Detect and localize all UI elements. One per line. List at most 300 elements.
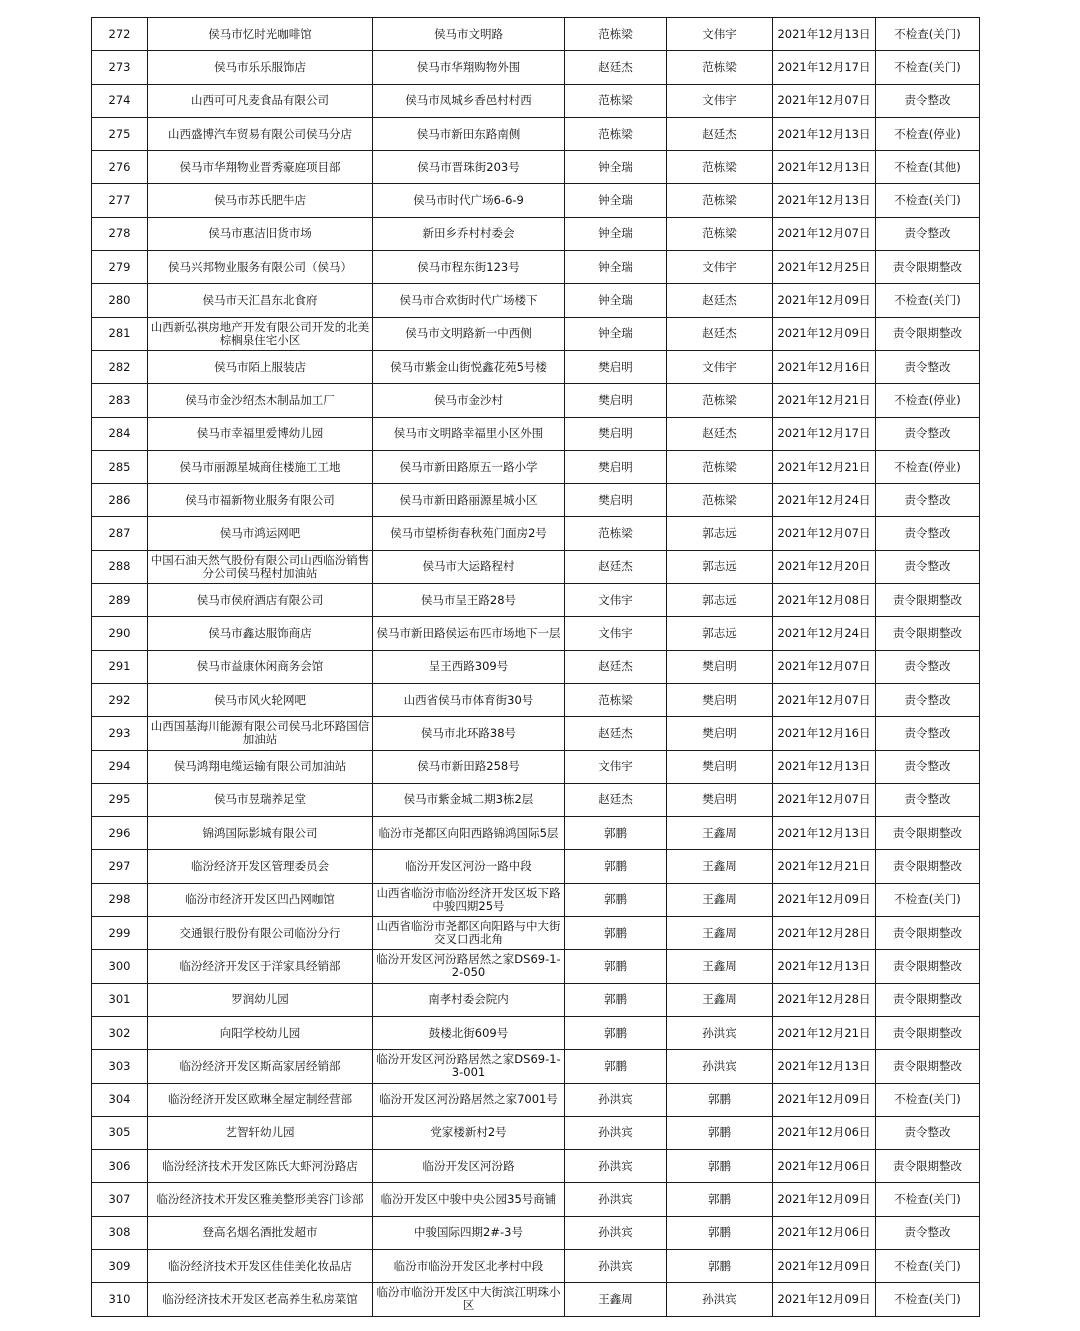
- row-number-cell: 306: [92, 1150, 148, 1183]
- unit-name-cell: 临汾经济开发区欧琳全屋定制经营部: [148, 1083, 373, 1116]
- row-number-cell: 303: [92, 1050, 148, 1083]
- row-number-cell: 276: [92, 151, 148, 184]
- inspector-1-cell: 郭鹏: [565, 1050, 667, 1083]
- inspector-1-cell: 樊启明: [565, 450, 667, 483]
- result-cell: 责令整改: [876, 750, 980, 783]
- inspector-1-cell: 赵廷杰: [565, 783, 667, 816]
- row-number-cell: 277: [92, 184, 148, 217]
- row-number-cell: 301: [92, 983, 148, 1016]
- address-cell: 侯马市程东街123号: [373, 251, 565, 284]
- row-number-cell: 284: [92, 417, 148, 450]
- inspection-date-cell: 2021年12月09日: [773, 1183, 876, 1216]
- inspector-2-cell: 王鑫周: [667, 917, 773, 950]
- row-number-cell: 282: [92, 350, 148, 383]
- table-row: [92, 1283, 980, 1316]
- result-cell: 责令限期整改: [876, 917, 980, 950]
- result-cell: 责令整改: [876, 484, 980, 517]
- inspector-1-cell: 文伟宇: [565, 584, 667, 617]
- inspector-2-cell: 郭志远: [667, 517, 773, 550]
- inspector-1-cell: 钟全瑞: [565, 251, 667, 284]
- row-number-cell: 286: [92, 484, 148, 517]
- result-cell: 责令整改: [876, 683, 980, 716]
- row-number-cell: 290: [92, 617, 148, 650]
- table-row: [92, 317, 980, 350]
- inspection-date-cell: 2021年12月13日: [773, 817, 876, 850]
- address-cell: 侯马市晋珠街203号: [373, 151, 565, 184]
- table-row: [92, 384, 980, 417]
- row-number-cell: 297: [92, 850, 148, 883]
- inspection-date-cell: 2021年12月16日: [773, 350, 876, 383]
- unit-name-cell: 临汾经济开发区于洋家具经销部: [148, 950, 373, 983]
- inspector-1-cell: 郭鹏: [565, 883, 667, 916]
- result-cell: 责令整改: [876, 717, 980, 750]
- inspection-date-cell: 2021年12月06日: [773, 1116, 876, 1149]
- inspector-1-cell: 赵廷杰: [565, 650, 667, 683]
- inspector-2-cell: 樊启明: [667, 650, 773, 683]
- row-number-cell: 278: [92, 217, 148, 250]
- inspection-date-cell: 2021年12月07日: [773, 217, 876, 250]
- inspection-date-cell: 2021年12月24日: [773, 484, 876, 517]
- result-cell: 不检查(关门): [876, 284, 980, 317]
- inspector-2-cell: 范栋梁: [667, 151, 773, 184]
- result-cell: 责令限期整改: [876, 817, 980, 850]
- result-cell: 不检查(其他): [876, 151, 980, 184]
- address-cell: 中骏国际四期2#-3号: [373, 1216, 565, 1249]
- result-cell: 不检查(停业): [876, 117, 980, 150]
- inspector-1-cell: 樊启明: [565, 384, 667, 417]
- address-cell: 临汾开发区河汾路: [373, 1150, 565, 1183]
- row-number-cell: 280: [92, 284, 148, 317]
- inspector-1-cell: 孙洪宾: [565, 1150, 667, 1183]
- row-number-cell: 273: [92, 51, 148, 84]
- inspector-1-cell: 文伟宇: [565, 617, 667, 650]
- result-cell: 责令限期整改: [876, 1050, 980, 1083]
- table-row: [92, 750, 980, 783]
- inspector-2-cell: 郭鹏: [667, 1150, 773, 1183]
- table-row: [92, 917, 980, 950]
- result-cell: 责令整改: [876, 1216, 980, 1249]
- unit-name-cell: 侯马鸿翔电缆运输有限公司加油站: [148, 750, 373, 783]
- unit-name-cell: 临汾经济开发区斯高家居经销部: [148, 1050, 373, 1083]
- address-cell: 侯马市呈王路28号: [373, 584, 565, 617]
- unit-name-cell: 侯马市金沙绍杰木制品加工厂: [148, 384, 373, 417]
- inspector-1-cell: 范栋梁: [565, 683, 667, 716]
- unit-name-cell: 临汾经济技术开发区陈氏大虾河汾路店: [148, 1150, 373, 1183]
- row-number-cell: 296: [92, 817, 148, 850]
- inspection-date-cell: 2021年12月13日: [773, 18, 876, 51]
- inspector-2-cell: 孙洪宾: [667, 1050, 773, 1083]
- inspector-2-cell: 赵廷杰: [667, 284, 773, 317]
- row-number-cell: 310: [92, 1283, 148, 1316]
- unit-name-cell: 侯马市惠洁旧货市场: [148, 217, 373, 250]
- table-row: [92, 650, 980, 683]
- result-cell: 责令整改: [876, 350, 980, 383]
- address-cell: 侯马市华翔购物外围: [373, 51, 565, 84]
- result-cell: 不检查(停业): [876, 384, 980, 417]
- inspection-date-cell: 2021年12月09日: [773, 1083, 876, 1116]
- result-cell: 责令整改: [876, 217, 980, 250]
- inspector-1-cell: 樊启明: [565, 417, 667, 450]
- result-cell: 责令限期整改: [876, 251, 980, 284]
- address-cell: 临汾开发区河汾路居然之家7001号: [373, 1083, 565, 1116]
- unit-name-cell: 侯马市乐乐服饰店: [148, 51, 373, 84]
- inspector-2-cell: 王鑫周: [667, 950, 773, 983]
- inspection-date-cell: 2021年12月13日: [773, 117, 876, 150]
- inspection-date-cell: 2021年12月28日: [773, 917, 876, 950]
- inspector-1-cell: 范栋梁: [565, 517, 667, 550]
- unit-name-cell: 侯马市丽源星城商住楼施工工地: [148, 450, 373, 483]
- row-number-cell: 293: [92, 717, 148, 750]
- address-cell: 侯马市新田路258号: [373, 750, 565, 783]
- inspector-2-cell: 文伟宇: [667, 350, 773, 383]
- address-cell: 侯马市合欢街时代广场楼下: [373, 284, 565, 317]
- table-row: [92, 1150, 980, 1183]
- result-cell: 责令整改: [876, 783, 980, 816]
- inspection-date-cell: 2021年12月09日: [773, 284, 876, 317]
- unit-name-cell: 侯马兴邦物业服务有限公司（侯马）: [148, 251, 373, 284]
- inspection-date-cell: 2021年12月09日: [773, 317, 876, 350]
- inspector-2-cell: 郭鹏: [667, 1183, 773, 1216]
- row-number-cell: 294: [92, 750, 148, 783]
- row-number-cell: 291: [92, 650, 148, 683]
- inspector-2-cell: 文伟宇: [667, 251, 773, 284]
- table-row: [92, 850, 980, 883]
- unit-name-cell: 临汾经济技术开发区老高养生私房菜馆: [148, 1283, 373, 1316]
- inspector-2-cell: 樊启明: [667, 783, 773, 816]
- row-number-cell: 288: [92, 550, 148, 583]
- result-cell: 责令限期整改: [876, 850, 980, 883]
- unit-name-cell: 侯马市忆时光咖啡馆: [148, 18, 373, 51]
- address-cell: 党家楼新村2号: [373, 1116, 565, 1149]
- inspector-1-cell: 孙洪宾: [565, 1183, 667, 1216]
- unit-name-cell: 侯马市益康休闲商务会馆: [148, 650, 373, 683]
- row-number-cell: 275: [92, 117, 148, 150]
- inspection-date-cell: 2021年12月07日: [773, 650, 876, 683]
- address-cell: 临汾市临汾开发区中大街滨江明珠小区: [373, 1283, 565, 1316]
- address-cell: 侯马市紫金城二期3栋2层: [373, 783, 565, 816]
- inspector-2-cell: 郭鹏: [667, 1249, 773, 1282]
- inspector-2-cell: 孙洪宾: [667, 1283, 773, 1316]
- table-row: [92, 350, 980, 383]
- row-number-cell: 285: [92, 450, 148, 483]
- row-number-cell: 295: [92, 783, 148, 816]
- inspector-1-cell: 赵廷杰: [565, 550, 667, 583]
- table-row: [92, 550, 980, 583]
- inspection-date-cell: 2021年12月13日: [773, 750, 876, 783]
- inspector-2-cell: 文伟宇: [667, 84, 773, 117]
- address-cell: 侯马市大运路程村: [373, 550, 565, 583]
- inspector-2-cell: 郭志远: [667, 584, 773, 617]
- inspection-date-cell: 2021年12月20日: [773, 550, 876, 583]
- address-cell: 山西省侯马市体育街30号: [373, 683, 565, 716]
- address-cell: 临汾开发区河汾一路中段: [373, 850, 565, 883]
- address-cell: 临汾开发区河汾路居然之家DS69-1-3-001: [373, 1050, 565, 1083]
- unit-name-cell: 侯马市福新物业服务有限公司: [148, 484, 373, 517]
- table-row: [92, 1249, 980, 1282]
- table-row: [92, 217, 980, 250]
- inspector-2-cell: 王鑫周: [667, 817, 773, 850]
- table-row: [92, 683, 980, 716]
- unit-name-cell: 侯马市昱瑞养足堂: [148, 783, 373, 816]
- inspector-1-cell: 孙洪宾: [565, 1116, 667, 1149]
- unit-name-cell: 中国石油天然气股份有限公司山西临汾销售分公司侯马程村加油站: [148, 550, 373, 583]
- table-row: [92, 584, 980, 617]
- table-row: [92, 817, 980, 850]
- inspection-date-cell: 2021年12月13日: [773, 184, 876, 217]
- inspector-2-cell: 郭志远: [667, 617, 773, 650]
- result-cell: 责令限期整改: [876, 1016, 980, 1049]
- unit-name-cell: 临汾经济开发区管理委员会: [148, 850, 373, 883]
- inspector-2-cell: 范栋梁: [667, 184, 773, 217]
- row-number-cell: 298: [92, 883, 148, 916]
- row-number-cell: 309: [92, 1249, 148, 1282]
- unit-name-cell: 山西盛博汽车贸易有限公司侯马分店: [148, 117, 373, 150]
- inspection-date-cell: 2021年12月21日: [773, 450, 876, 483]
- table-row: [92, 883, 980, 916]
- inspector-1-cell: 钟全瑞: [565, 184, 667, 217]
- row-number-cell: 299: [92, 917, 148, 950]
- address-cell: 临汾开发区中骏中央公园35号商铺: [373, 1183, 565, 1216]
- inspector-1-cell: 范栋梁: [565, 84, 667, 117]
- row-number-cell: 281: [92, 317, 148, 350]
- result-cell: 不检查(关门): [876, 51, 980, 84]
- row-number-cell: 307: [92, 1183, 148, 1216]
- inspector-2-cell: 郭鹏: [667, 1216, 773, 1249]
- table-row: [92, 251, 980, 284]
- inspector-1-cell: 钟全瑞: [565, 317, 667, 350]
- inspection-date-cell: 2021年12月06日: [773, 1216, 876, 1249]
- inspector-1-cell: 文伟宇: [565, 750, 667, 783]
- inspector-1-cell: 赵廷杰: [565, 717, 667, 750]
- inspector-2-cell: 范栋梁: [667, 450, 773, 483]
- inspector-2-cell: 樊启明: [667, 717, 773, 750]
- result-cell: 责令限期整改: [876, 950, 980, 983]
- inspector-2-cell: 范栋梁: [667, 217, 773, 250]
- inspection-table: [91, 17, 980, 1317]
- unit-name-cell: 登高名烟名酒批发超市: [148, 1216, 373, 1249]
- inspection-date-cell: 2021年12月09日: [773, 1249, 876, 1282]
- address-cell: 新田乡乔村村委会: [373, 217, 565, 250]
- result-cell: 责令限期整改: [876, 584, 980, 617]
- inspector-2-cell: 樊启明: [667, 683, 773, 716]
- row-number-cell: 289: [92, 584, 148, 617]
- inspection-date-cell: 2021年12月13日: [773, 1050, 876, 1083]
- inspector-2-cell: 范栋梁: [667, 484, 773, 517]
- result-cell: 责令整改: [876, 84, 980, 117]
- table-row: [92, 983, 980, 1016]
- inspection-table-body: [92, 18, 980, 1317]
- inspector-2-cell: 王鑫周: [667, 850, 773, 883]
- inspection-date-cell: 2021年12月06日: [773, 1150, 876, 1183]
- inspector-2-cell: 赵廷杰: [667, 417, 773, 450]
- inspector-1-cell: 钟全瑞: [565, 217, 667, 250]
- address-cell: 侯马市凤城乡香邑村村西: [373, 84, 565, 117]
- inspector-1-cell: 王鑫周: [565, 1283, 667, 1316]
- inspector-2-cell: 孙洪宾: [667, 1016, 773, 1049]
- inspection-date-cell: 2021年12月25日: [773, 251, 876, 284]
- inspector-1-cell: 樊启明: [565, 350, 667, 383]
- result-cell: 责令限期整改: [876, 983, 980, 1016]
- inspection-date-cell: 2021年12月08日: [773, 584, 876, 617]
- row-number-cell: 292: [92, 683, 148, 716]
- result-cell: 责令整改: [876, 1116, 980, 1149]
- row-number-cell: 287: [92, 517, 148, 550]
- inspection-date-cell: 2021年12月21日: [773, 850, 876, 883]
- address-cell: 侯马市文明路: [373, 18, 565, 51]
- inspection-date-cell: 2021年12月17日: [773, 417, 876, 450]
- table-row: [92, 1216, 980, 1249]
- table-row: [92, 1083, 980, 1116]
- inspector-1-cell: 范栋梁: [565, 18, 667, 51]
- inspection-date-cell: 2021年12月07日: [773, 683, 876, 716]
- table-row: [92, 1050, 980, 1083]
- result-cell: 责令限期整改: [876, 317, 980, 350]
- inspector-1-cell: 郭鹏: [565, 850, 667, 883]
- address-cell: 南孝村委会院内: [373, 983, 565, 1016]
- address-cell: 临汾开发区河汾路居然之家DS69-1-2-050: [373, 950, 565, 983]
- inspector-2-cell: 赵廷杰: [667, 117, 773, 150]
- table-row: [92, 717, 980, 750]
- inspector-1-cell: 钟全瑞: [565, 151, 667, 184]
- inspector-2-cell: 王鑫周: [667, 983, 773, 1016]
- row-number-cell: 302: [92, 1016, 148, 1049]
- table-row: [92, 151, 980, 184]
- table-row: [92, 617, 980, 650]
- unit-name-cell: 侯马市幸福里爱博幼儿园: [148, 417, 373, 450]
- inspector-2-cell: 郭鹏: [667, 1083, 773, 1116]
- inspector-2-cell: 文伟宇: [667, 18, 773, 51]
- address-cell: 侯马市望桥街春秋苑门面房2号: [373, 517, 565, 550]
- result-cell: 不检查(停业): [876, 450, 980, 483]
- address-cell: 临汾市临汾开发区北孝村中段: [373, 1249, 565, 1282]
- inspection-date-cell: 2021年12月09日: [773, 1283, 876, 1316]
- address-cell: 侯马市紫金山街悦鑫花苑5号楼: [373, 350, 565, 383]
- row-number-cell: 305: [92, 1116, 148, 1149]
- result-cell: 责令限期整改: [876, 617, 980, 650]
- result-cell: 不检查(关门): [876, 883, 980, 916]
- unit-name-cell: 侯马市苏氏肥牛店: [148, 184, 373, 217]
- inspector-2-cell: 郭志远: [667, 550, 773, 583]
- unit-name-cell: 侯马市天汇昌东北食府: [148, 284, 373, 317]
- inspector-1-cell: 郭鹏: [565, 1016, 667, 1049]
- row-number-cell: 300: [92, 950, 148, 983]
- row-number-cell: 304: [92, 1083, 148, 1116]
- inspector-1-cell: 郭鹏: [565, 917, 667, 950]
- result-cell: 不检查(关门): [876, 18, 980, 51]
- table-row: [92, 184, 980, 217]
- result-cell: 不检查(关门): [876, 1283, 980, 1316]
- inspector-1-cell: 范栋梁: [565, 117, 667, 150]
- address-cell: 侯马市新田路原五一路小学: [373, 450, 565, 483]
- result-cell: 责令整改: [876, 417, 980, 450]
- inspection-date-cell: 2021年12月28日: [773, 983, 876, 1016]
- unit-name-cell: 侯马市华翔物业晋秀豪庭项目部: [148, 151, 373, 184]
- table-row: [92, 18, 980, 51]
- inspector-2-cell: 王鑫周: [667, 883, 773, 916]
- unit-name-cell: 向阳学校幼儿园: [148, 1016, 373, 1049]
- address-cell: 侯马市北环路38号: [373, 717, 565, 750]
- address-cell: 山西省临汾市临汾经济开发区坂下路中骏四期25号: [373, 883, 565, 916]
- address-cell: 山西省临汾市尧都区向阳路与中大街交叉口西北角: [373, 917, 565, 950]
- inspector-2-cell: 赵廷杰: [667, 317, 773, 350]
- inspection-date-cell: 2021年12月09日: [773, 883, 876, 916]
- unit-name-cell: 罗润幼儿园: [148, 983, 373, 1016]
- inspection-date-cell: 2021年12月21日: [773, 384, 876, 417]
- unit-name-cell: 侯马市陌上服装店: [148, 350, 373, 383]
- unit-name-cell: 侯马市风火轮网吧: [148, 683, 373, 716]
- unit-name-cell: 山西可可凡麦食品有限公司: [148, 84, 373, 117]
- row-number-cell: 274: [92, 84, 148, 117]
- unit-name-cell: 临汾经济技术开发区佳佳美化妆品店: [148, 1249, 373, 1282]
- inspector-1-cell: 郭鹏: [565, 983, 667, 1016]
- result-cell: 不检查(关门): [876, 184, 980, 217]
- address-cell: 临汾市尧都区向阳西路锦鸿国际5层: [373, 817, 565, 850]
- row-number-cell: 308: [92, 1216, 148, 1249]
- inspection-date-cell: 2021年12月16日: [773, 717, 876, 750]
- inspector-2-cell: 范栋梁: [667, 384, 773, 417]
- inspector-2-cell: 樊启明: [667, 750, 773, 783]
- inspector-1-cell: 孙洪宾: [565, 1216, 667, 1249]
- inspector-1-cell: 郭鹏: [565, 950, 667, 983]
- unit-name-cell: 交通银行股份有限公司临汾分行: [148, 917, 373, 950]
- unit-name-cell: 侯马市鸿运网吧: [148, 517, 373, 550]
- unit-name-cell: 侯马市鑫达服饰商店: [148, 617, 373, 650]
- table-row: [92, 51, 980, 84]
- unit-name-cell: 山西国基海川能源有限公司侯马北环路国信加油站: [148, 717, 373, 750]
- table-row: [92, 1183, 980, 1216]
- inspector-1-cell: 钟全瑞: [565, 284, 667, 317]
- result-cell: 责令整改: [876, 650, 980, 683]
- inspector-1-cell: 孙洪宾: [565, 1083, 667, 1116]
- unit-name-cell: 山西新弘祺房地产开发有限公司开发的北美棕榈泉住宅小区: [148, 317, 373, 350]
- result-cell: 责令整改: [876, 517, 980, 550]
- address-cell: 呈王西路309号: [373, 650, 565, 683]
- table-row: [92, 450, 980, 483]
- result-cell: 责令限期整改: [876, 1150, 980, 1183]
- address-cell: 侯马市文明路幸福里小区外围: [373, 417, 565, 450]
- inspector-1-cell: 赵廷杰: [565, 51, 667, 84]
- table-row: [92, 117, 980, 150]
- address-cell: 鼓楼北街609号: [373, 1016, 565, 1049]
- table-row: [92, 1016, 980, 1049]
- inspection-date-cell: 2021年12月07日: [773, 84, 876, 117]
- unit-name-cell: 临汾经济技术开发区雅美整形美容门诊部: [148, 1183, 373, 1216]
- inspector-2-cell: 郭鹏: [667, 1116, 773, 1149]
- inspection-date-cell: 2021年12月21日: [773, 1016, 876, 1049]
- table-row: [92, 783, 980, 816]
- inspection-date-cell: 2021年12月17日: [773, 51, 876, 84]
- table-row: [92, 284, 980, 317]
- address-cell: 侯马市新田路丽源星城小区: [373, 484, 565, 517]
- inspector-2-cell: 范栋梁: [667, 51, 773, 84]
- address-cell: 侯马市文明路新一中西侧: [373, 317, 565, 350]
- result-cell: 不检查(关门): [876, 1083, 980, 1116]
- unit-name-cell: 侯马市侯府酒店有限公司: [148, 584, 373, 617]
- table-row: [92, 1116, 980, 1149]
- row-number-cell: 272: [92, 18, 148, 51]
- table-row: [92, 517, 980, 550]
- inspection-date-cell: 2021年12月07日: [773, 517, 876, 550]
- address-cell: 侯马市金沙村: [373, 384, 565, 417]
- table-row: [92, 417, 980, 450]
- result-cell: 不检查(关门): [876, 1183, 980, 1216]
- unit-name-cell: 临汾市经济开发区凹凸网咖馆: [148, 883, 373, 916]
- inspection-date-cell: 2021年12月24日: [773, 617, 876, 650]
- result-cell: 责令整改: [876, 550, 980, 583]
- result-cell: 不检查(关门): [876, 1249, 980, 1282]
- address-cell: 侯马市新田路侯运布匹市场地下一层: [373, 617, 565, 650]
- table-row: [92, 484, 980, 517]
